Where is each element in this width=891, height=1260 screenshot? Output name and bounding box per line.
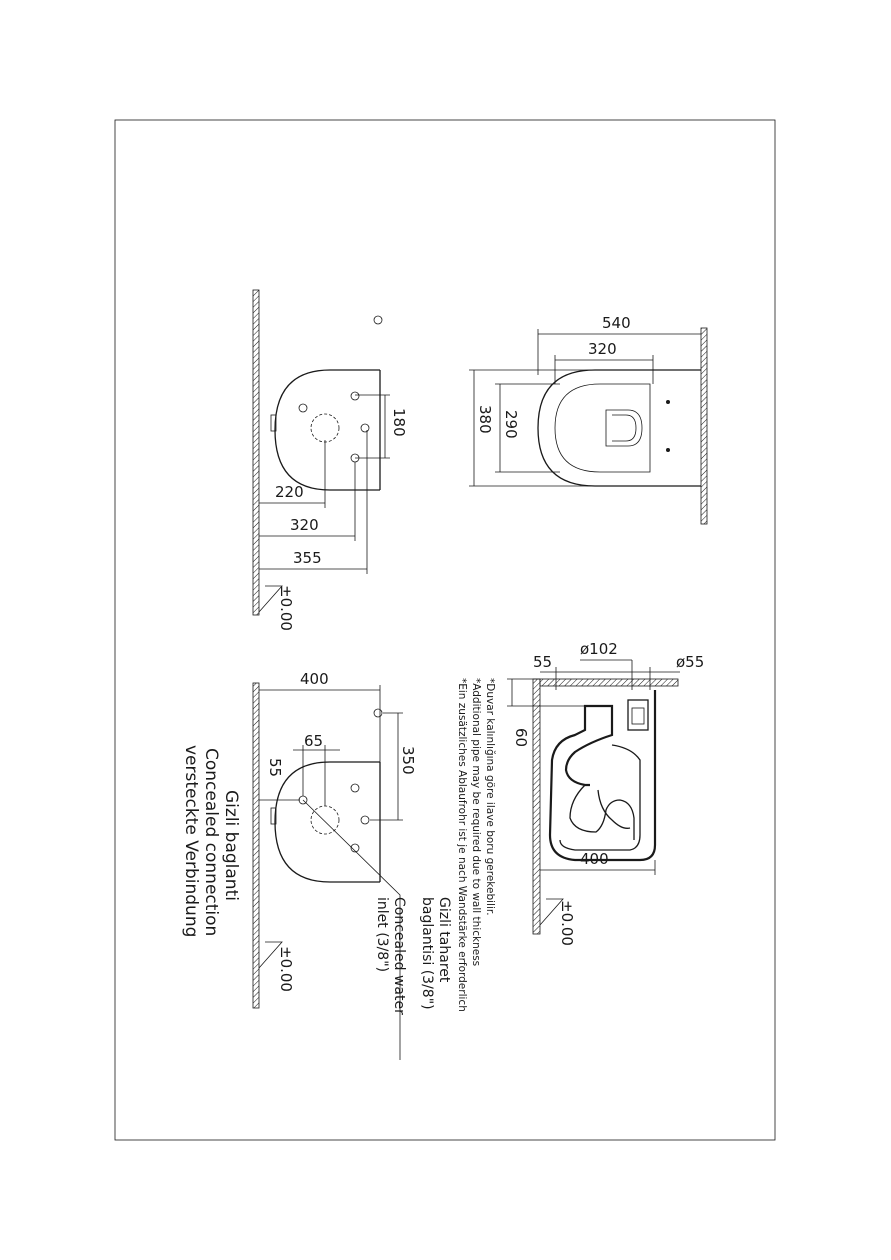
dim-65: 65 xyxy=(304,732,324,750)
wall-c xyxy=(253,683,259,1008)
drain-circle-a xyxy=(311,414,339,442)
mounting-hole-a2 xyxy=(351,392,359,400)
small-dot-a xyxy=(374,316,382,324)
dim-290: 290 xyxy=(502,410,520,439)
sheet-border xyxy=(115,120,775,1140)
dim-220: 220 xyxy=(275,483,304,501)
dim-540: 540 xyxy=(602,314,631,332)
dim-350: 350 xyxy=(399,746,417,775)
bowl-section-inner xyxy=(560,745,640,850)
bowl-outline-a xyxy=(275,370,380,490)
level-section: ±0.00 xyxy=(558,900,576,946)
mounting-hole-a1 xyxy=(299,404,307,412)
slab-section xyxy=(540,679,678,686)
dim-55c: 55 xyxy=(266,758,284,778)
dim-320: 320 xyxy=(290,516,319,534)
dim-55-section: 55 xyxy=(533,653,553,671)
hole-b1 xyxy=(666,400,670,404)
dim-400c: 400 xyxy=(300,670,329,688)
dim-355: 355 xyxy=(293,549,322,567)
wall-section xyxy=(533,679,540,934)
dim-phi102: ø102 xyxy=(580,640,618,658)
small-dot-c xyxy=(374,709,382,717)
note-tr: *Duvar kalınlığına göre ilave boru gerekebilir. xyxy=(484,678,496,916)
water-inlet-en-1: Concealed water xyxy=(391,897,407,1015)
note-de: *Ein zusätzliches Ablaufrohr ist je nach Wandstärke erforderlich xyxy=(456,678,468,1012)
drain-circle-c xyxy=(311,806,339,834)
hole-b2 xyxy=(666,448,670,452)
dim-380: 380 xyxy=(476,405,494,434)
dim-60: 60 xyxy=(512,728,530,748)
bowl-outline-b xyxy=(538,370,701,486)
view-b xyxy=(469,314,707,524)
dim-180: 180 xyxy=(390,408,408,437)
concealed-connection-label xyxy=(181,745,241,937)
dim-400-section: 400 xyxy=(580,850,609,868)
section-view xyxy=(507,640,704,946)
water-inlet-tr-2: baglantisi (3/8") xyxy=(419,897,435,1010)
inlet-box xyxy=(628,700,648,730)
conn-tr: Gizli baglanti xyxy=(221,790,241,901)
wall-b xyxy=(701,328,707,524)
view-a xyxy=(253,290,408,631)
dim-320b: 320 xyxy=(588,340,617,358)
water-inlet-label xyxy=(374,897,452,1015)
dim-phi55: ø55 xyxy=(676,653,705,671)
mounting-hole-a3 xyxy=(361,424,369,432)
bowl-outline-c xyxy=(275,762,380,882)
water-inlet-en-2: inlet (3/8") xyxy=(374,897,390,973)
conn-en: Concealed connection xyxy=(201,748,221,937)
level-c: ±0.00 xyxy=(277,946,295,992)
bowl-section-outer xyxy=(550,690,655,860)
wall-a xyxy=(253,290,259,615)
note-en: *Additional pipe may be required due to wall thickness xyxy=(470,678,482,967)
mounting-hole-c2 xyxy=(351,784,359,792)
conn-de: versteckte Verbindung xyxy=(181,745,201,938)
notes xyxy=(456,678,496,1012)
water-inlet-tr-1: Gizli taharet xyxy=(436,897,452,983)
level-a: ±0.00 xyxy=(277,585,295,631)
trap-curve xyxy=(570,785,634,840)
mounting-hole-c3 xyxy=(361,816,369,824)
